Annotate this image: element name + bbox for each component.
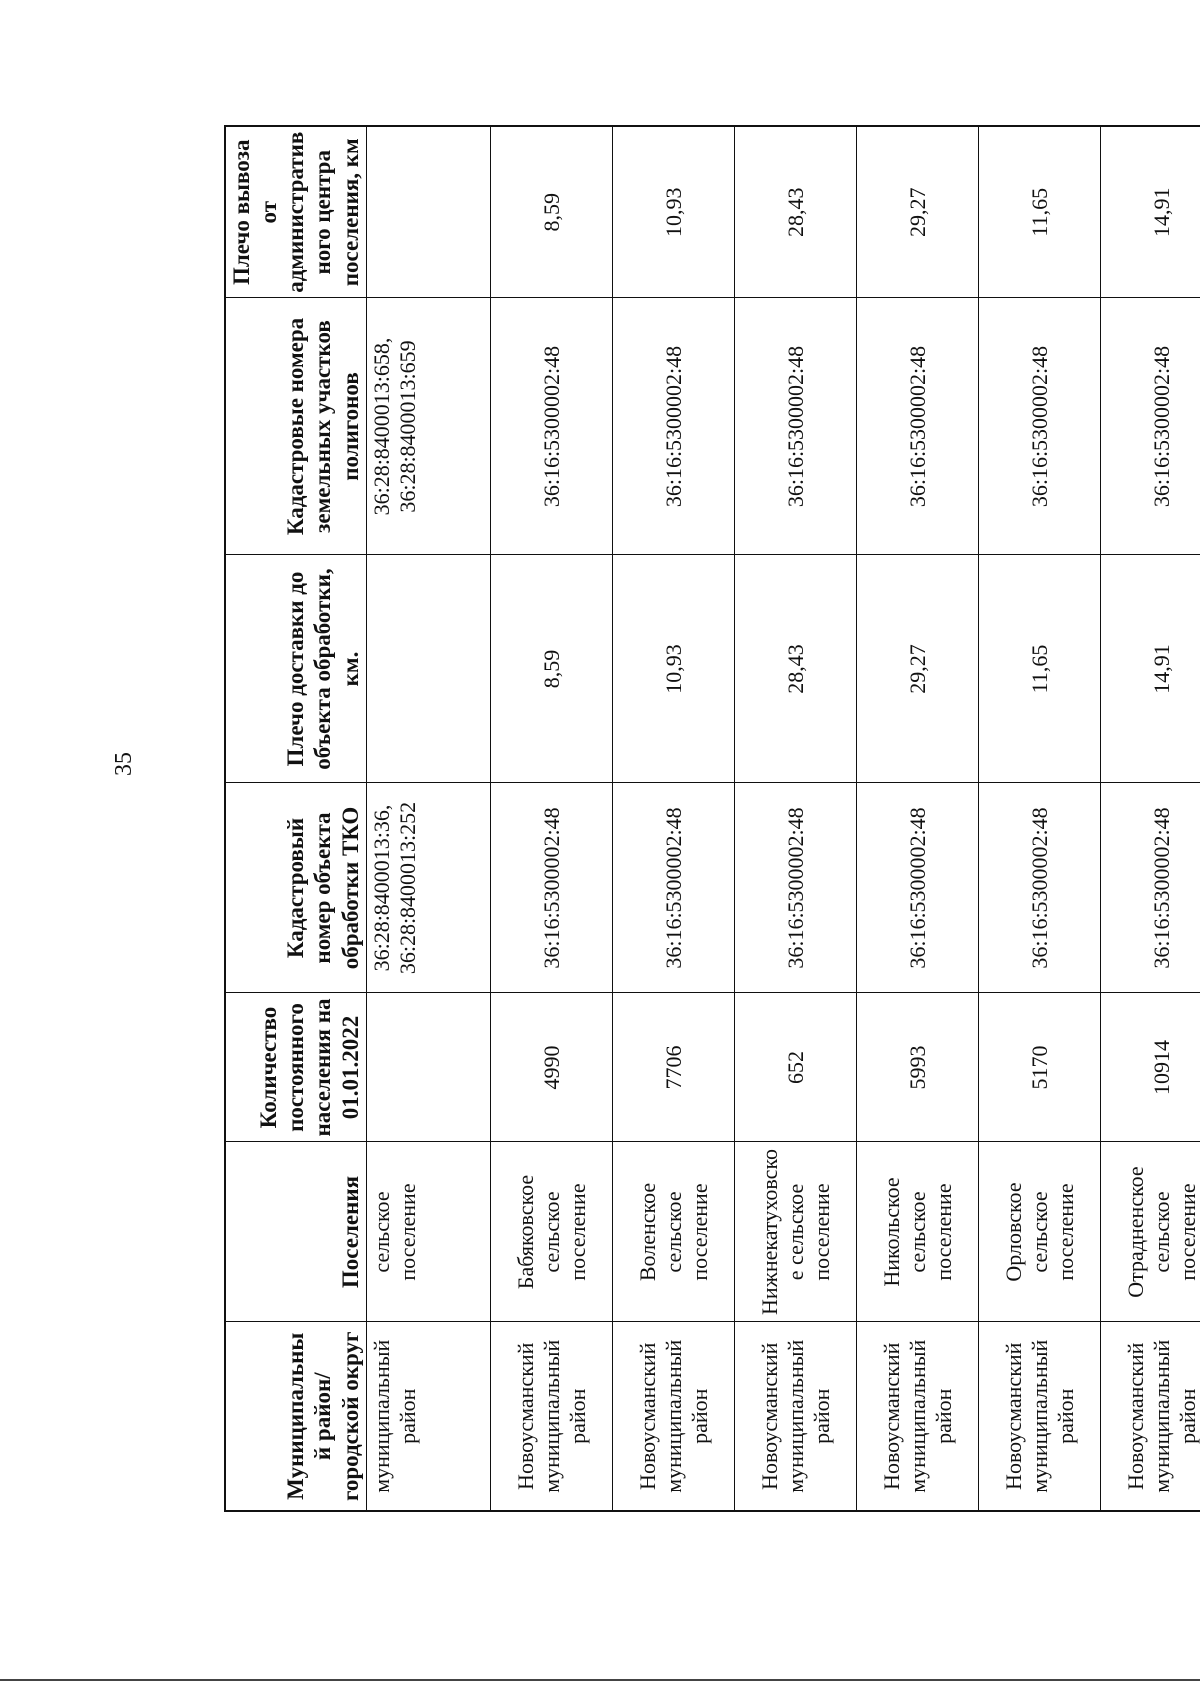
cell-population: 10914 bbox=[1101, 993, 1200, 1142]
cell-settlement: Орловское сельское поселение bbox=[979, 1142, 1101, 1322]
cell-settlement: Воленское сельское поселение bbox=[613, 1142, 735, 1322]
cell-delivery-distance: 28,43 bbox=[735, 555, 857, 783]
cell-export-distance: 8,59 bbox=[491, 126, 613, 298]
cell-delivery-distance: 11,65 bbox=[979, 555, 1101, 783]
cell-settlement: Отрадненское сельское поселение bbox=[1101, 1142, 1200, 1322]
cell-cadastral-landfill: 36:16:5300002:48 bbox=[491, 298, 613, 555]
cell-settlement: Никольское сельское поселение bbox=[857, 1142, 979, 1322]
cell-cadastral-landfill: 36:16:5300002:48 bbox=[1101, 298, 1200, 555]
scan-edge-line bbox=[0, 1679, 1200, 1681]
cell-cadastral-object: 36:16:5300002:48 bbox=[613, 783, 735, 993]
table-row bbox=[857, 126, 979, 1511]
cell-cadastral-landfill: 36:16:5300002:48 bbox=[979, 298, 1101, 555]
cell-district: Новоусманский муниципальный район bbox=[613, 1322, 735, 1511]
cell-population: 5170 bbox=[979, 993, 1101, 1142]
cell-export-distance: 14,91 bbox=[1101, 126, 1200, 298]
header-delivery-distance: Плечо доставки до объекта обработки, км. bbox=[225, 555, 366, 783]
cell-settlement: сельское поселение bbox=[366, 1142, 491, 1322]
cell-population: 5993 bbox=[857, 993, 979, 1142]
cell-export-distance: 29,27 bbox=[857, 126, 979, 298]
table-row bbox=[491, 126, 613, 1511]
cell-district: муниципальный район bbox=[366, 1322, 491, 1511]
cell-population: 7706 bbox=[613, 993, 735, 1142]
waste-transport-table bbox=[224, 125, 1200, 1512]
cell-export-distance: 10,93 bbox=[613, 126, 735, 298]
cell-cadastral-object: 36:16:5300002:48 bbox=[1101, 783, 1200, 993]
table-row bbox=[613, 126, 735, 1511]
cell-export-distance bbox=[366, 126, 491, 298]
cell-cadastral-object bbox=[366, 783, 491, 993]
cell-population: 4990 bbox=[491, 993, 613, 1142]
table-row bbox=[1101, 126, 1200, 1511]
header-settlement: Поселения bbox=[225, 1142, 366, 1322]
cell-district: Новоусманский муниципальный район bbox=[979, 1322, 1101, 1511]
table-header-row bbox=[225, 126, 366, 1511]
cell-delivery-distance: 10,93 bbox=[613, 555, 735, 783]
page-number: 35 bbox=[111, 752, 137, 776]
cell-cadastral-landfill bbox=[366, 298, 491, 555]
cell-population bbox=[366, 993, 491, 1142]
cell-delivery-distance: 29,27 bbox=[857, 555, 979, 783]
header-cadastral-object: Кадастровый номер объекта обработки ТКО bbox=[225, 783, 366, 993]
cell-district: Новоусманский муниципальный район bbox=[491, 1322, 613, 1511]
cadastral-line: 36:28:8400013:36, bbox=[368, 804, 394, 972]
cell-export-distance: 11,65 bbox=[979, 126, 1101, 298]
table-row bbox=[735, 126, 857, 1511]
table-row bbox=[979, 126, 1101, 1511]
header-cadastral-landfill: Кадастровые номера земельных участков полигонов bbox=[225, 298, 366, 555]
cell-district: Новоусманский муниципальный район bbox=[1101, 1322, 1200, 1511]
cell-settlement: Нижнекатуховское сельское поселение bbox=[735, 1142, 857, 1322]
cell-delivery-distance: 14,91 bbox=[1101, 555, 1200, 783]
cell-cadastral-landfill: 36:16:5300002:48 bbox=[735, 298, 857, 555]
header-export-distance: Плечо вывоза от административного центра поселения, км bbox=[225, 126, 366, 298]
cell-cadastral-object: 36:16:5300002:48 bbox=[491, 783, 613, 993]
header-population: Количество постоянного населения на 01.01.2022 bbox=[225, 993, 366, 1142]
cell-cadastral-object: 36:16:5300002:48 bbox=[857, 783, 979, 993]
cell-delivery-distance bbox=[366, 555, 491, 783]
table-row bbox=[366, 126, 491, 1511]
cell-cadastral-object: 36:16:5300002:48 bbox=[979, 783, 1101, 993]
cadastral-line: 36:28:8400013:659 bbox=[394, 340, 420, 513]
cell-district: Новоусманский муниципальный район bbox=[735, 1322, 857, 1511]
cell-delivery-distance: 8,59 bbox=[491, 555, 613, 783]
table-body bbox=[366, 126, 1200, 1511]
cadastral-line: 36:28:8400013:658, bbox=[368, 337, 394, 516]
cell-settlement: Бабяковское сельское поселение bbox=[491, 1142, 613, 1322]
header-district: Муниципальный район/ городской округ bbox=[225, 1322, 366, 1511]
cell-cadastral-landfill: 36:16:5300002:48 bbox=[613, 298, 735, 555]
cell-cadastral-landfill: 36:16:5300002:48 bbox=[857, 298, 979, 555]
table-rotator bbox=[224, 127, 1200, 1512]
cadastral-line: 36:28:8400013:252 bbox=[394, 801, 420, 975]
cell-export-distance: 28,43 bbox=[735, 126, 857, 298]
cell-cadastral-object: 36:16:5300002:48 bbox=[735, 783, 857, 993]
cell-district: Новоусманский муниципальный район bbox=[857, 1322, 979, 1511]
cell-population: 652 bbox=[735, 993, 857, 1142]
